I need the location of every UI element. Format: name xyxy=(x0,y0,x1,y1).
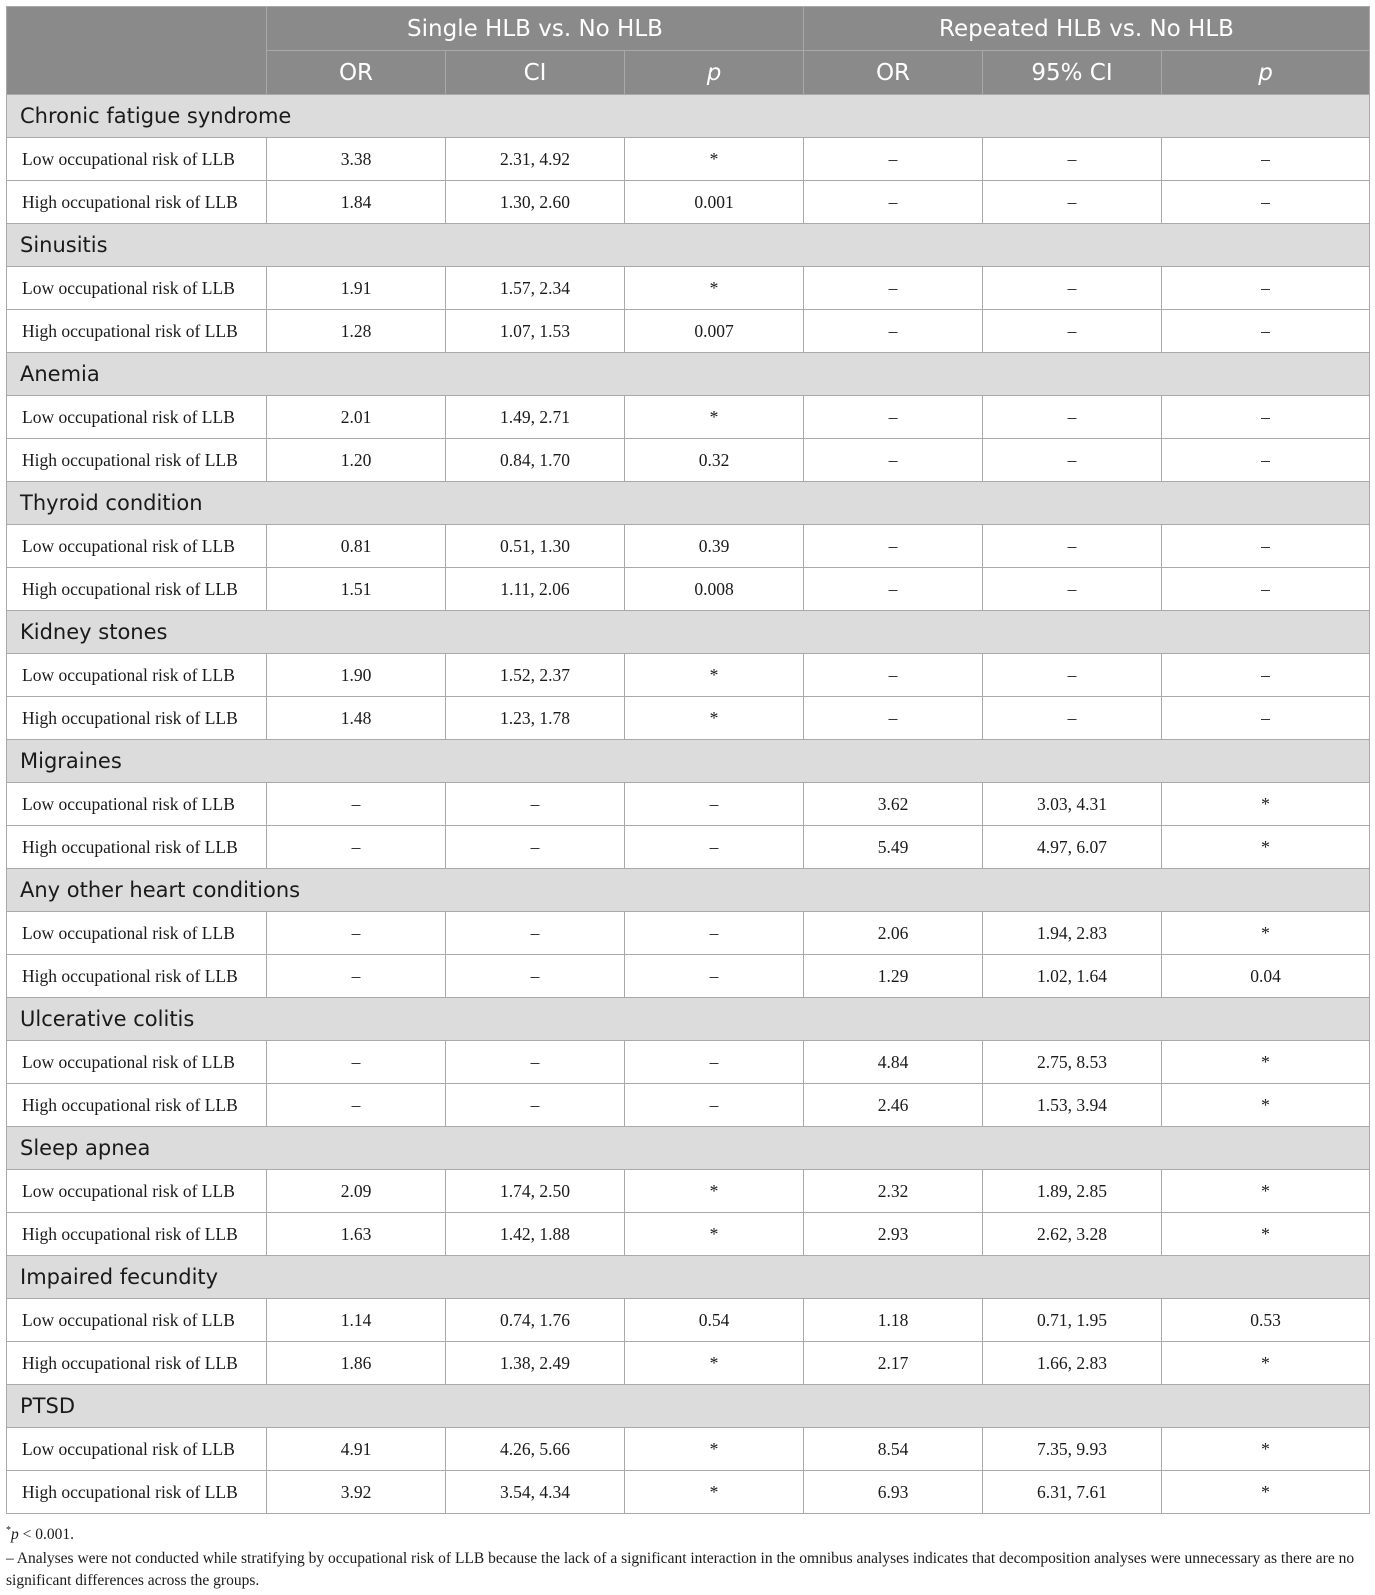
cell-or-repeated: – xyxy=(804,181,983,224)
cell-or-repeated: – xyxy=(804,310,983,353)
cell-p-repeated: 0.04 xyxy=(1162,955,1370,998)
cell-p-single: 0.007 xyxy=(625,310,804,353)
table-row xyxy=(7,1471,1370,1514)
row-label: Low occupational risk of LLB xyxy=(7,1428,267,1471)
cell-p-single: * xyxy=(625,138,804,181)
section-title: PTSD xyxy=(7,1385,1370,1428)
cell-p-single: – xyxy=(625,955,804,998)
cell-ci-repeated: – xyxy=(983,181,1162,224)
cell-ci-single: 0.84, 1.70 xyxy=(446,439,625,482)
cell-or-repeated: – xyxy=(804,439,983,482)
table-row xyxy=(7,955,1370,998)
cell-or-single: – xyxy=(267,783,446,826)
table-row xyxy=(7,138,1370,181)
footnote-marker: * xyxy=(6,1525,11,1536)
cell-ci-repeated: 3.03, 4.31 xyxy=(983,783,1162,826)
cell-ci-repeated: – xyxy=(983,310,1162,353)
cell-ci-repeated: – xyxy=(983,525,1162,568)
row-label: High occupational risk of LLB xyxy=(7,568,267,611)
cell-or-repeated: – xyxy=(804,138,983,181)
table-footnotes xyxy=(6,1520,1369,1592)
cell-ci-repeated: – xyxy=(983,439,1162,482)
row-label: Low occupational risk of LLB xyxy=(7,912,267,955)
cell-or-repeated: 2.06 xyxy=(804,912,983,955)
table-row xyxy=(7,783,1370,826)
cell-or-single: 4.91 xyxy=(267,1428,446,1471)
cell-or-single: 2.09 xyxy=(267,1170,446,1213)
cell-ci-single: 0.74, 1.76 xyxy=(446,1299,625,1342)
cell-ci-repeated: 1.66, 2.83 xyxy=(983,1342,1162,1385)
table-row xyxy=(7,1213,1370,1256)
cell-or-single: 1.84 xyxy=(267,181,446,224)
row-label: Low occupational risk of LLB xyxy=(7,1170,267,1213)
section-title: Ulcerative colitis xyxy=(7,998,1370,1041)
cell-or-single: 1.63 xyxy=(267,1213,446,1256)
cell-ci-repeated: 4.97, 6.07 xyxy=(983,826,1162,869)
table-header xyxy=(7,7,1370,95)
section-title: Chronic fatigue syndrome xyxy=(7,95,1370,138)
cell-or-single: 1.14 xyxy=(267,1299,446,1342)
section-header-row xyxy=(7,1256,1370,1299)
row-label: High occupational risk of LLB xyxy=(7,955,267,998)
cell-p-single: * xyxy=(625,1170,804,1213)
cell-p-repeated: – xyxy=(1162,654,1370,697)
section-title: Anemia xyxy=(7,353,1370,396)
cell-p-single: * xyxy=(625,267,804,310)
row-label: Low occupational risk of LLB xyxy=(7,138,267,181)
cell-or-single: 1.28 xyxy=(267,310,446,353)
cell-p-single: * xyxy=(625,1213,804,1256)
cell-or-repeated: 2.46 xyxy=(804,1084,983,1127)
cell-or-single: 3.92 xyxy=(267,1471,446,1514)
cell-or-repeated: – xyxy=(804,267,983,310)
cell-p-single: – xyxy=(625,783,804,826)
cell-p-repeated: – xyxy=(1162,525,1370,568)
cell-ci-single: 3.54, 4.34 xyxy=(446,1471,625,1514)
col-header-ci-single: CI xyxy=(446,51,625,95)
cell-p-repeated: – xyxy=(1162,439,1370,482)
table-row xyxy=(7,697,1370,740)
section-title: Impaired fecundity xyxy=(7,1256,1370,1299)
cell-or-single: – xyxy=(267,1041,446,1084)
cell-p-single: * xyxy=(625,1342,804,1385)
table-row xyxy=(7,1342,1370,1385)
cell-or-repeated: 8.54 xyxy=(804,1428,983,1471)
table-row xyxy=(7,267,1370,310)
cell-p-single: * xyxy=(625,396,804,439)
table-row xyxy=(7,912,1370,955)
cell-p-single: * xyxy=(625,1471,804,1514)
cell-or-repeated: – xyxy=(804,568,983,611)
cell-or-single: 1.51 xyxy=(267,568,446,611)
cell-ci-single: – xyxy=(446,826,625,869)
cell-ci-repeated: – xyxy=(983,697,1162,740)
footnote-threshold: < 0.001. xyxy=(18,1526,74,1544)
cell-ci-single: 1.38, 2.49 xyxy=(446,1342,625,1385)
cell-or-single: 0.81 xyxy=(267,525,446,568)
results-table-container xyxy=(6,6,1369,1592)
row-label: High occupational risk of LLB xyxy=(7,439,267,482)
cell-or-repeated: 5.49 xyxy=(804,826,983,869)
cell-ci-repeated: 1.02, 1.64 xyxy=(983,955,1162,998)
cell-p-repeated: – xyxy=(1162,181,1370,224)
table-row xyxy=(7,568,1370,611)
cell-p-repeated: – xyxy=(1162,267,1370,310)
section-title: Kidney stones xyxy=(7,611,1370,654)
cell-ci-single: 1.30, 2.60 xyxy=(446,181,625,224)
cell-p-repeated: * xyxy=(1162,1041,1370,1084)
table-row xyxy=(7,1084,1370,1127)
cell-ci-repeated: 2.75, 8.53 xyxy=(983,1041,1162,1084)
cell-or-single: 1.20 xyxy=(267,439,446,482)
cell-p-repeated: * xyxy=(1162,1170,1370,1213)
cell-or-single: – xyxy=(267,826,446,869)
cell-or-repeated: 2.32 xyxy=(804,1170,983,1213)
row-label: Low occupational risk of LLB xyxy=(7,1299,267,1342)
cell-p-repeated: – xyxy=(1162,697,1370,740)
cell-p-repeated: – xyxy=(1162,568,1370,611)
row-label: High occupational risk of LLB xyxy=(7,1342,267,1385)
cell-p-single: * xyxy=(625,697,804,740)
cell-or-repeated: 2.17 xyxy=(804,1342,983,1385)
header-group-single: Single HLB vs. No HLB xyxy=(267,7,804,51)
cell-p-single: 0.001 xyxy=(625,181,804,224)
cell-ci-single: 1.07, 1.53 xyxy=(446,310,625,353)
section-header-row xyxy=(7,740,1370,783)
cell-or-single: – xyxy=(267,1084,446,1127)
cell-ci-single: 1.11, 2.06 xyxy=(446,568,625,611)
cell-or-repeated: 1.29 xyxy=(804,955,983,998)
row-label: Low occupational risk of LLB xyxy=(7,783,267,826)
row-label: Low occupational risk of LLB xyxy=(7,267,267,310)
cell-or-single: 1.48 xyxy=(267,697,446,740)
section-header-row xyxy=(7,1385,1370,1428)
cell-p-repeated: * xyxy=(1162,1342,1370,1385)
cell-ci-single: – xyxy=(446,783,625,826)
cell-or-single: – xyxy=(267,955,446,998)
cell-or-single: 1.86 xyxy=(267,1342,446,1385)
cell-ci-repeated: – xyxy=(983,654,1162,697)
cell-ci-repeated: 1.89, 2.85 xyxy=(983,1170,1162,1213)
row-label: High occupational risk of LLB xyxy=(7,1084,267,1127)
cell-or-repeated: 1.18 xyxy=(804,1299,983,1342)
cell-ci-repeated: 2.62, 3.28 xyxy=(983,1213,1162,1256)
cell-p-repeated: * xyxy=(1162,912,1370,955)
cell-or-repeated: – xyxy=(804,525,983,568)
header-group-repeated: Repeated HLB vs. No HLB xyxy=(804,7,1370,51)
section-header-row xyxy=(7,353,1370,396)
row-label: High occupational risk of LLB xyxy=(7,1213,267,1256)
results-table xyxy=(6,6,1370,1514)
table-row xyxy=(7,1299,1370,1342)
cell-p-single: – xyxy=(625,1041,804,1084)
section-title: Sinusitis xyxy=(7,224,1370,267)
col-header-or-single: OR xyxy=(267,51,446,95)
col-header-ci-repeated: 95% CI xyxy=(983,51,1162,95)
cell-ci-repeated: 7.35, 9.93 xyxy=(983,1428,1162,1471)
cell-ci-single: 1.49, 2.71 xyxy=(446,396,625,439)
cell-ci-repeated: 1.94, 2.83 xyxy=(983,912,1162,955)
cell-p-repeated: * xyxy=(1162,1471,1370,1514)
cell-ci-single: 1.23, 1.78 xyxy=(446,697,625,740)
section-title: Sleep apnea xyxy=(7,1127,1370,1170)
cell-ci-single: – xyxy=(446,1041,625,1084)
cell-ci-repeated: 6.31, 7.61 xyxy=(983,1471,1162,1514)
table-row xyxy=(7,654,1370,697)
cell-p-repeated: * xyxy=(1162,783,1370,826)
cell-p-single: – xyxy=(625,1084,804,1127)
cell-p-single: – xyxy=(625,912,804,955)
cell-or-single: 2.01 xyxy=(267,396,446,439)
cell-or-repeated: 6.93 xyxy=(804,1471,983,1514)
row-label: Low occupational risk of LLB xyxy=(7,525,267,568)
cell-ci-single: 1.74, 2.50 xyxy=(446,1170,625,1213)
table-row xyxy=(7,439,1370,482)
section-header-row xyxy=(7,482,1370,525)
cell-p-single: 0.32 xyxy=(625,439,804,482)
header-corner-cell xyxy=(7,7,267,95)
cell-or-repeated: 3.62 xyxy=(804,783,983,826)
cell-p-single: 0.54 xyxy=(625,1299,804,1342)
cell-p-repeated: 0.53 xyxy=(1162,1299,1370,1342)
section-title: Migraines xyxy=(7,740,1370,783)
row-label: High occupational risk of LLB xyxy=(7,310,267,353)
table-row xyxy=(7,826,1370,869)
row-label: High occupational risk of LLB xyxy=(7,697,267,740)
cell-ci-single: 1.52, 2.37 xyxy=(446,654,625,697)
cell-p-repeated: * xyxy=(1162,1084,1370,1127)
table-body xyxy=(7,95,1370,1514)
table-row xyxy=(7,181,1370,224)
row-label: Low occupational risk of LLB xyxy=(7,654,267,697)
cell-p-single: – xyxy=(625,826,804,869)
col-header-or-repeated: OR xyxy=(804,51,983,95)
row-label: High occupational risk of LLB xyxy=(7,826,267,869)
table-row xyxy=(7,1041,1370,1084)
cell-ci-repeated: – xyxy=(983,267,1162,310)
cell-p-repeated: * xyxy=(1162,826,1370,869)
cell-p-repeated: * xyxy=(1162,1213,1370,1256)
cell-p-single: * xyxy=(625,1428,804,1471)
row-label: High occupational risk of LLB xyxy=(7,1471,267,1514)
footnote-p-symbol: p xyxy=(11,1526,19,1544)
cell-ci-repeated: – xyxy=(983,396,1162,439)
table-row xyxy=(7,396,1370,439)
cell-or-single: 1.91 xyxy=(267,267,446,310)
cell-ci-single: 1.42, 1.88 xyxy=(446,1213,625,1256)
cell-p-single: 0.39 xyxy=(625,525,804,568)
section-header-row xyxy=(7,869,1370,912)
cell-ci-single: 4.26, 5.66 xyxy=(446,1428,625,1471)
col-header-p-single: p xyxy=(625,51,804,95)
cell-ci-repeated: 0.71, 1.95 xyxy=(983,1299,1162,1342)
cell-p-single: 0.008 xyxy=(625,568,804,611)
cell-or-repeated: 2.93 xyxy=(804,1213,983,1256)
table-row xyxy=(7,525,1370,568)
cell-or-repeated: – xyxy=(804,396,983,439)
cell-or-repeated: – xyxy=(804,697,983,740)
cell-ci-repeated: – xyxy=(983,568,1162,611)
section-header-row xyxy=(7,1127,1370,1170)
cell-or-repeated: – xyxy=(804,654,983,697)
cell-ci-single: 0.51, 1.30 xyxy=(446,525,625,568)
col-header-p-repeated: p xyxy=(1162,51,1370,95)
section-header-row xyxy=(7,998,1370,1041)
section-title: Thyroid condition xyxy=(7,482,1370,525)
cell-ci-repeated: 1.53, 3.94 xyxy=(983,1084,1162,1127)
cell-or-single: 3.38 xyxy=(267,138,446,181)
cell-p-repeated: * xyxy=(1162,1428,1370,1471)
cell-or-repeated: 4.84 xyxy=(804,1041,983,1084)
table-row xyxy=(7,1170,1370,1213)
cell-p-repeated: – xyxy=(1162,138,1370,181)
cell-p-repeated: – xyxy=(1162,310,1370,353)
cell-ci-single: – xyxy=(446,1084,625,1127)
table-row xyxy=(7,1428,1370,1471)
cell-p-single: * xyxy=(625,654,804,697)
section-header-row xyxy=(7,95,1370,138)
cell-ci-single: 1.57, 2.34 xyxy=(446,267,625,310)
cell-ci-single: – xyxy=(446,955,625,998)
cell-or-single: 1.90 xyxy=(267,654,446,697)
cell-ci-repeated: – xyxy=(983,138,1162,181)
section-header-row xyxy=(7,224,1370,267)
section-title: Any other heart conditions xyxy=(7,869,1370,912)
row-label: High occupational risk of LLB xyxy=(7,181,267,224)
cell-or-single: – xyxy=(267,912,446,955)
cell-p-repeated: – xyxy=(1162,396,1370,439)
cell-ci-single: 2.31, 4.92 xyxy=(446,138,625,181)
row-label: Low occupational risk of LLB xyxy=(7,396,267,439)
dash-footnote: – Analyses were not conducted while stratifying by occupational risk of LLB because the lack of a significant interaction in the omnibus analyses indicates that decomposition analyses were unnecessary as there are no significant differences across the groups. xyxy=(6,1550,1355,1590)
significance-footnote xyxy=(6,1520,1369,1546)
table-row xyxy=(7,310,1370,353)
section-header-row xyxy=(7,611,1370,654)
cell-ci-single: – xyxy=(446,912,625,955)
row-label: Low occupational risk of LLB xyxy=(7,1041,267,1084)
